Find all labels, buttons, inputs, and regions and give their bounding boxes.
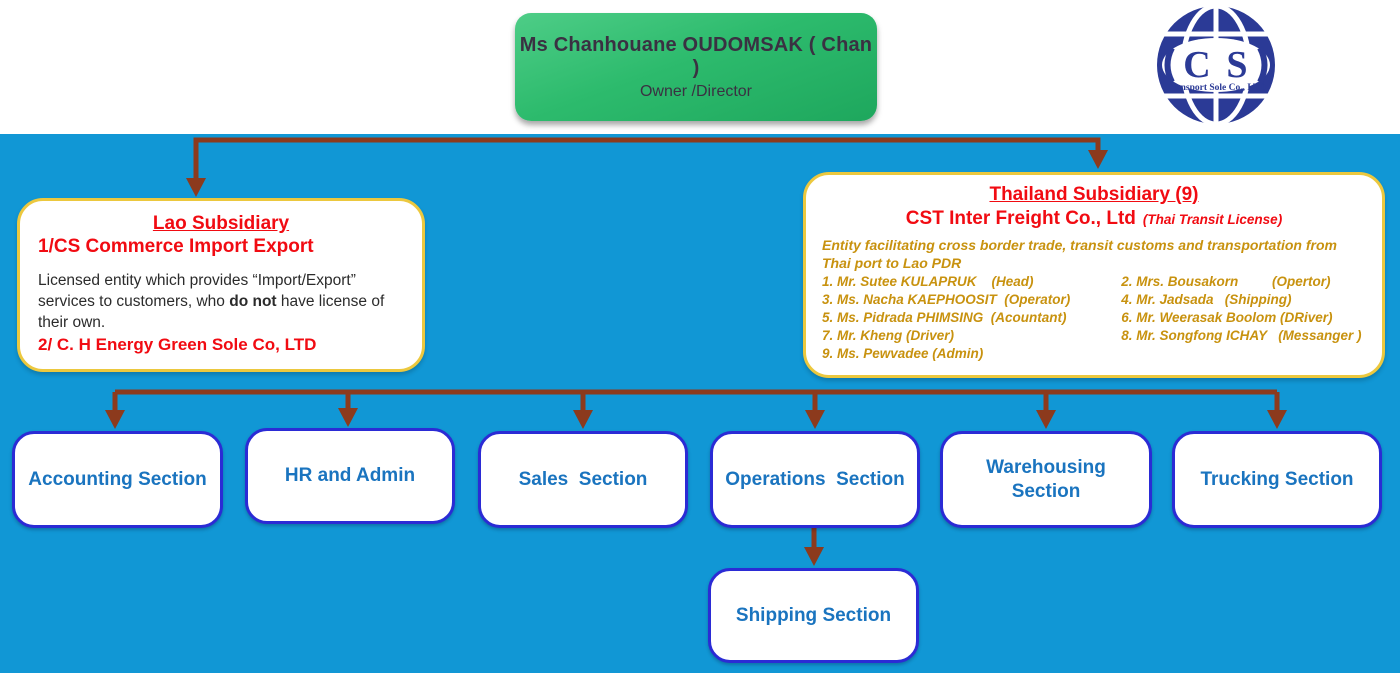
logo-company-name: Transport Sole Co., LTD	[1165, 83, 1267, 93]
company-globe-logo	[1141, 2, 1291, 130]
staff-item: 4. Mr. Jadsada (Shipping)	[1121, 292, 1292, 307]
owner-director-box	[515, 13, 877, 121]
section-box-accounting	[12, 431, 223, 528]
section-box-shipping	[708, 568, 919, 663]
owner-name: Ms Chanhouane OUDOMSAK ( Chan )	[519, 33, 873, 79]
staff-item: 1. Mr. Sutee KULAPRUK (Head)	[822, 274, 1034, 289]
staff-item: 5. Ms. Pidrada PHIMSING (Acountant)	[822, 310, 1067, 325]
staff-item: 8. Mr. Songfong ICHAY (Messanger )	[1121, 328, 1362, 343]
thailand-staff-list	[822, 273, 1366, 363]
logo-initial-c: C	[1183, 44, 1211, 86]
lao-description-post: have license of their own.	[38, 293, 385, 331]
lao-description	[38, 270, 404, 333]
section-box-sales	[478, 431, 688, 528]
thailand-description: Entity facilitating cross border trade, transit customs and transportation from Thai port to Lao PDR	[822, 237, 1341, 271]
owner-title: Owner /Director	[639, 82, 753, 100]
section-box-operations	[710, 431, 920, 528]
logo-initial-s: S	[1226, 44, 1248, 86]
lao-subsidiary-heading: Lao Subsidiary	[152, 213, 290, 234]
staff-item: 2. Mrs. Bousakorn (Opertor)	[1121, 274, 1331, 289]
staff-item: 6. Mr. Weerasak Boolom (DRiver)	[1121, 310, 1333, 325]
section-label: Shipping Section	[735, 604, 892, 626]
section-label: Trucking Section	[1200, 468, 1354, 490]
section-label: Operations Section	[725, 468, 905, 490]
lao-company-1: 1/CS Commerce Import Export	[38, 236, 314, 257]
lao-company-2: 2/ C. H Energy Green Sole Co, LTD	[38, 335, 317, 354]
thailand-subsidiary-heading: Thailand Subsidiary (9)	[989, 184, 1199, 205]
staff-item: 3. Ms. Nacha KAEPHOOSIT (Operator)	[822, 292, 1071, 307]
thailand-license-note: (Thai Transit License)	[1142, 212, 1283, 227]
section-label: Warehousing Section	[986, 456, 1112, 502]
staff-item: 9. Ms. Pewvadee (Admin)	[822, 346, 984, 361]
section-box-hr-admin	[245, 428, 455, 524]
lao-description-pre: Licensed entity which provides “Import/Export” services to customers, who	[38, 272, 356, 310]
thailand-subsidiary-box	[803, 172, 1385, 378]
section-label: Sales Section	[518, 468, 648, 490]
thailand-company-name: CST Inter Freight Co., Ltd	[905, 208, 1136, 229]
staff-item: 7. Mr. Kheng (Driver)	[822, 328, 955, 343]
lao-description-bold: do not	[229, 293, 277, 310]
section-label: Accounting Section	[28, 468, 207, 490]
thailand-company-row	[822, 208, 1366, 230]
section-box-trucking	[1172, 431, 1382, 528]
section-label: HR and Admin	[284, 465, 416, 486]
section-box-warehousing	[940, 431, 1152, 528]
lao-subsidiary-box	[17, 198, 425, 372]
